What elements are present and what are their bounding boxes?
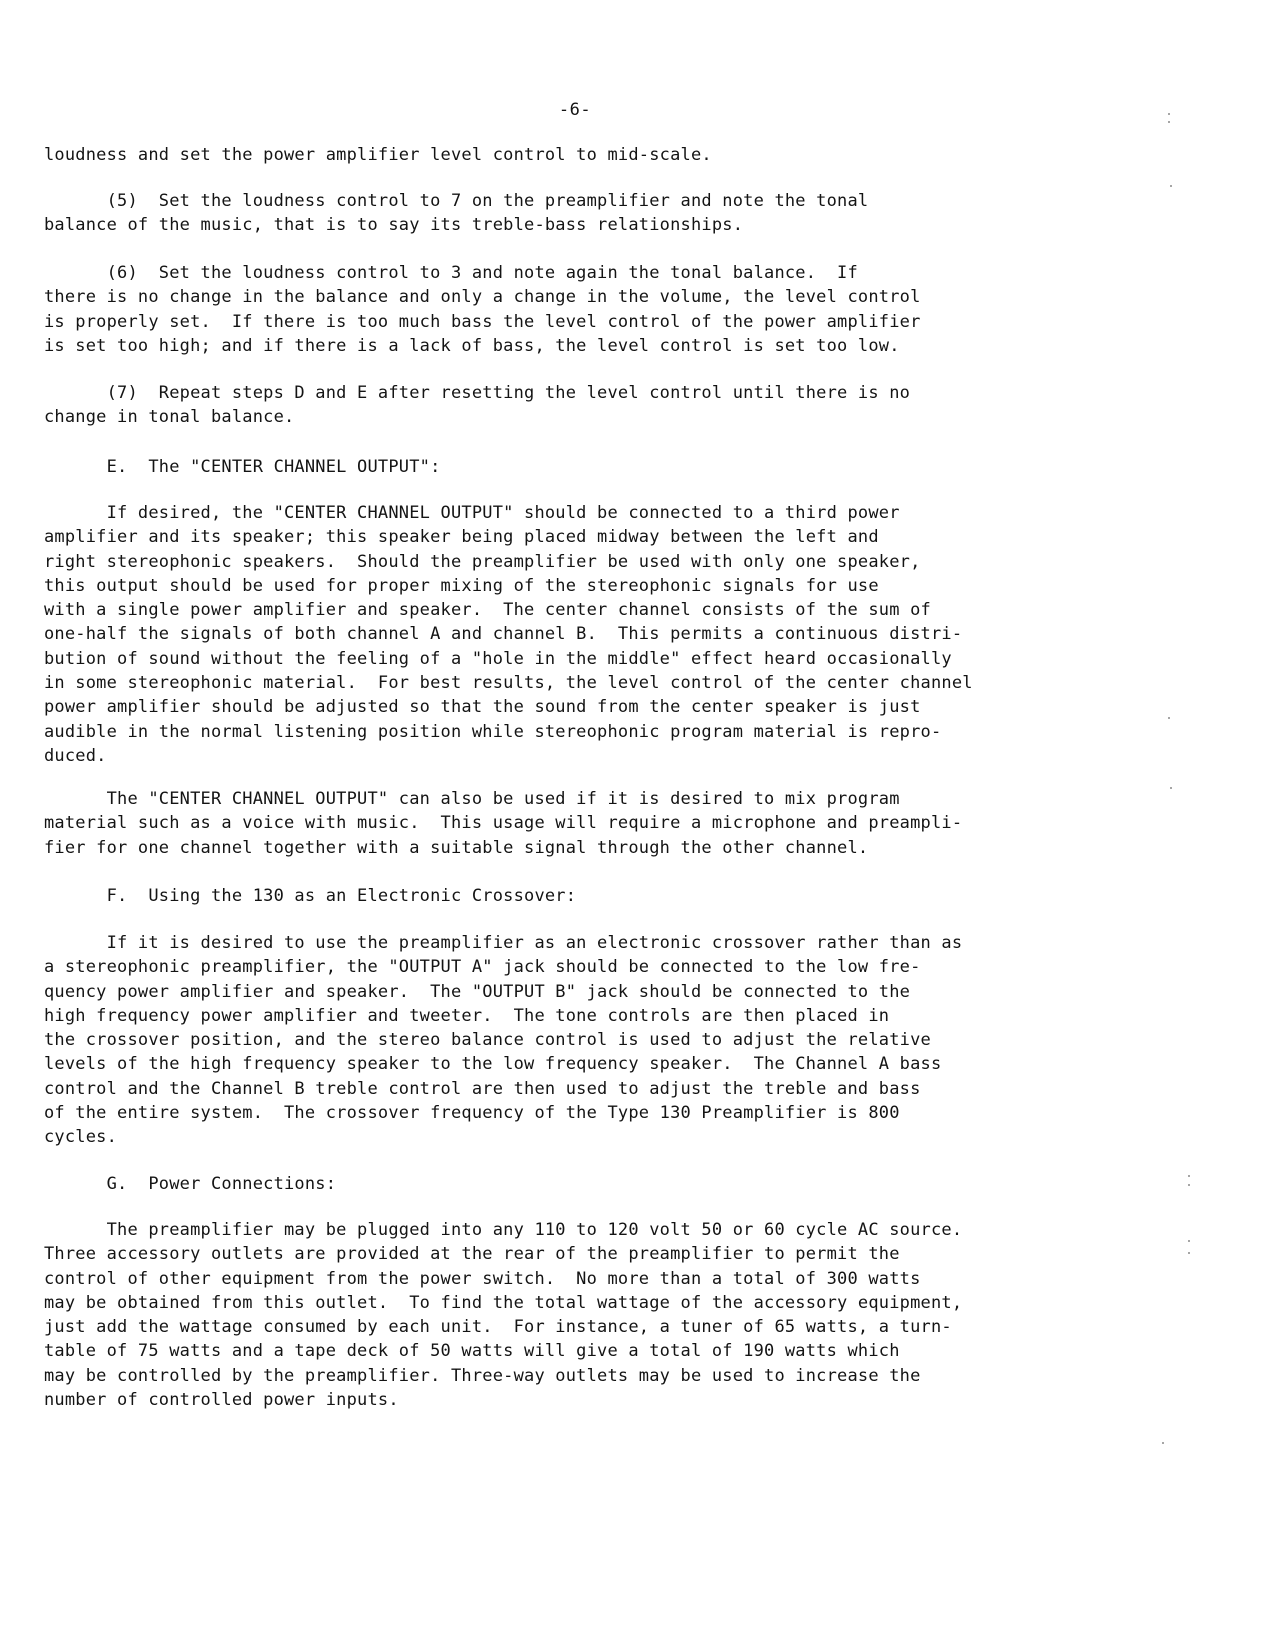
text-line: with a single power amplifier and speaker. The center channel consists of the sum of [44,600,931,621]
paragraph-step-7 [44,381,1154,430]
text-line: high frequency power amplifier and tweeter. The tone controls are then placed in [44,1005,890,1026]
text-line: If it is desired to use the preamplifier as an electronic crossover rather than as [44,933,963,953]
text-line: in some stereophonic material. For best results, the level control of the center channel [44,673,973,694]
text-line: this output should be used for proper mixing of the stereophonic signals for use [44,575,879,596]
text-line: loudness and set the power amplifier level control to mid-scale. [44,145,712,165]
text-line: F. Using the 130 as an Electronic Crossover: [44,886,577,906]
section-heading-f [44,884,1154,908]
text-line: (6) Set the loudness control to 3 and note again the tonal balance. If [44,263,858,283]
text-line: fier for one channel together with a suitable signal through the other channel. [44,837,869,858]
scan-speck [1168,113,1170,115]
text-line: levels of the high frequency speaker to the low frequency speaker. The Channel A bass [44,1054,942,1075]
paragraph-power-connections [44,1218,1154,1412]
text-line: of the entire system. The crossover frequency of the Type 130 Preamplifier is 800 [44,1103,900,1124]
text-line: table of 75 watts and a tape deck of 50 watts will give a total of 190 watts which [44,1341,900,1362]
text-line: one-half the signals of both channel A and channel B. This permits a continuous distri- [44,624,963,645]
text-line: just add the wattage consumed by each unit. For instance, a tuner of 65 watts, a turn- [44,1317,952,1338]
text-line: amplifier and its speaker; this speaker being placed midway between the left and [44,527,879,548]
text-line: (5) Set the loudness control to 7 on the preamplifier and note the tonal [44,191,869,211]
section-heading-e [44,455,1154,479]
paragraph-step-6 [44,261,1154,358]
paragraph-center-channel-mix [44,787,1154,860]
text-line: duced. [44,745,107,766]
text-line: the crossover position, and the stereo balance control is used to adjust the relative [44,1030,931,1051]
text-line: control of other equipment from the power switch. No more than a total of 300 watts [44,1268,921,1289]
text-line: number of controlled power inputs. [44,1390,399,1411]
text-line: control and the Channel B treble control are then used to adjust the treble and bass [44,1078,921,1099]
text-line: material such as a voice with music. This usage will require a microphone and preampli- [44,813,963,834]
scan-speck [1188,1240,1190,1242]
text-line: is set too high; and if there is a lack of bass, the level control is set too low. [44,335,900,356]
scan-speck [1168,121,1170,123]
paragraph-intro [44,143,1154,167]
paragraph-crossover [44,931,1154,1150]
text-line: cycles. [44,1127,118,1148]
scan-speck [1168,717,1170,719]
paragraph-center-channel [44,501,1154,768]
section-heading-g [44,1172,1154,1196]
text-line: may be obtained from this outlet. To find the total wattage of the accessory equipment, [44,1292,963,1313]
text-line: The preamplifier may be plugged into any 110 to 120 volt 50 or 60 cycle AC source. [44,1220,963,1240]
text-line: The "CENTER CHANNEL OUTPUT" can also be used if it is desired to mix program [44,789,900,809]
text-line: right stereophonic speakers. Should the preamplifier be used with only one speaker, [44,551,921,572]
text-line: Three accessory outlets are provided at the rear of the preamplifier to permit the [44,1244,900,1265]
text-line: If desired, the "CENTER CHANNEL OUTPUT" should be connected to a third power [44,503,900,523]
scan-speck [1188,1184,1190,1186]
text-line: G. Power Connections: [44,1174,337,1194]
text-line: (7) Repeat steps D and E after resetting the level control until there is no [44,383,911,403]
scan-speck [1188,1175,1190,1177]
text-line: may be controlled by the preamplifier. Three-way outlets may be used to increase the [44,1365,921,1386]
text-line: power amplifier should be adjusted so that the sound from the center speaker is just [44,697,921,718]
text-line: quency power amplifier and speaker. The "OUTPUT B" jack should be connected to the [44,981,911,1002]
scan-speck [1188,1252,1190,1254]
text-line: balance of the music, that is to say its treble-bass relationships. [44,215,744,236]
text-line: change in tonal balance. [44,407,295,428]
text-line: audible in the normal listening position while stereophonic program material is repro- [44,721,942,742]
text-line: bution of sound without the feeling of a "hole in the middle" effect heard occasionally [44,648,952,669]
text-line: there is no change in the balance and only a change in the volume, the level control [44,287,921,308]
text-line: a stereophonic preamplifier, the "OUTPUT A" jack should be connected to the low fre- [44,957,921,978]
scan-speck [1170,185,1172,187]
scan-speck [1170,787,1172,789]
text-line: E. The "CENTER CHANNEL OUTPUT": [44,457,441,477]
paragraph-step-5 [44,189,1154,238]
scan-speck [1162,1442,1164,1444]
text-line: is properly set. If there is too much bass the level control of the power amplifier [44,311,921,332]
page-number: -6- [558,100,592,120]
